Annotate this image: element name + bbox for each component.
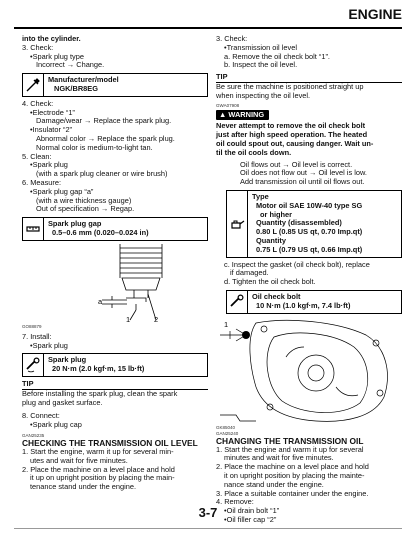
step-3-note: Incorrect → Change. [36,60,105,70]
change-step-2-line-2: it on upright position by placing the mainte- [224,470,365,480]
warning-line-4: til the oil cools down. [216,147,292,157]
right-section-code: GAN25240 [216,430,239,436]
manufacturer-value: NGK/BR8EG [54,83,98,93]
right-tip-heading: TIP [216,73,402,83]
step-6-item: •Spark plug gap “a” [30,186,94,196]
change-step-3: 3. Place a suitable container under the engine. [216,488,369,498]
change-step-4-filler-cap: •Oil filler cap “2” [224,514,277,524]
step-4-normal-color: Normal color is medium-to-light tan. [36,142,153,152]
engine-case-figure [216,317,402,425]
engine-figure-label-1: 1 [224,319,229,329]
section-title-checking-oil: CHECKING THE TRANSMISSION OIL LEVEL [22,437,198,448]
step-6-note: (with a wire thickness gauge) [36,195,132,205]
step-8-item: •Spark plug cap [30,420,82,430]
change-step-2-line-1: 2. Place the machine on a level place and hold [216,462,369,472]
step-4-title: 4. Check: [22,98,54,108]
oil-flow-add: Add transmission oil until oil flows out. [240,177,365,187]
check-step-1-line-1: 1. Start the engine, warm it up for several min- [22,446,174,456]
right-step-3-item: •Transmission oil level [224,42,297,52]
check-step-1-line-2: utes and wait for five minutes. [30,455,128,465]
check-step-2-line-1: 2. Place the machine on a level place and hold [22,464,175,474]
step-4-electrode: •Electrode “1” [30,107,75,117]
section-title-changing-oil: CHANGING THE TRANSMISSION OIL [216,435,364,446]
oil-type-label: Type [252,191,269,201]
right-column [216,35,402,525]
check-step-2-line-2: it up on upright position by placing the main- [30,473,175,483]
right-step-3c-line-2: if damaged. [230,268,269,278]
gap-label: Spark plug gap [48,219,102,229]
engine-figure-code: GK85040 [216,424,236,430]
figure-code: GO88879 [22,323,42,329]
page-header-title: ENGINE [348,6,402,22]
warning-label: WARNING [228,109,265,119]
spec-box-bolt [226,290,402,314]
footer-rule [14,528,402,529]
warning-code: GWA07908 [216,102,240,108]
warning-line-3: oil could spout out, causing danger. Wait un- [216,138,374,148]
tip-heading: TIP [22,380,208,390]
step-3-item: •Spark plug type [30,51,84,61]
right-step-3c-line-1: c. Inspect the gasket (oil check bolt), replace [224,259,370,269]
step-4-insulator: •Insulator “2” [30,125,73,135]
change-step-1-line-1: 1. Start the engine and warm it up for several [216,444,364,454]
step-7-item: •Spark plug [30,340,68,350]
warning-line-2: just after high speed operation. The heated [216,130,368,140]
figure-label-a: a [98,296,103,306]
warning-line-1: Never attempt to remove the oil check bolt [216,121,366,131]
tip-text-line-1: Before installing the spark plug, clean the spark [22,388,178,398]
spark-plug-figure [22,244,208,322]
section-code: GAN25235 [22,432,45,438]
spec-box-manufacturer [22,73,208,97]
oil-flow-correct: Oil flows out → Oil level is correct. [240,159,353,169]
torque-wrench-icon [23,354,44,376]
step-8-title: 8. Connect: [22,411,60,421]
manufacturer-label: Manufacturer/model [48,75,119,85]
spec-box-torque [22,353,208,377]
spec-box-gap [22,217,208,241]
step-4-insulator-note: Abnormal color → Replace the spark plug. [36,133,175,143]
bolt-torque-icon [227,291,248,313]
torque-label: Spark plug [48,355,87,365]
page-number: 3-7 [198,505,218,520]
bolt-label: Oil check bolt [252,291,301,301]
warning-badge [216,110,269,121]
step-3-title: 3. Check: [22,42,54,52]
step-6-spec: Out of specification → Regap. [36,204,135,214]
check-step-2-line-3: tenance stand under the engine. [30,482,137,492]
step-5-note: (with a spark plug cleaner or wire brush) [36,169,168,179]
oil-can-icon [227,191,248,257]
figure-label-1: 1 [126,314,131,322]
oil-type-line-2: or higher [260,209,293,219]
right-step-3b: b. Inspect the oil level. [224,60,298,70]
change-step-1-line-2: minutes and wait for five minutes. [224,453,334,463]
left-column [22,35,208,492]
quantity-disassembled-value: 0.80 L (0.85 US qt, 0.70 Imp.qt) [256,227,363,237]
step-5-title: 5. Clean: [22,151,52,161]
right-step-3-title: 3. Check: [216,34,248,43]
spark-plug-icon [23,74,44,96]
bolt-value: 10 N·m (1.0 kgf·m, 7.4 lb·ft) [256,300,351,310]
right-tip-line-1: Be sure the machine is positioned straight up [216,81,364,91]
quantity-disassembled-label: Quantity (disassembled) [256,218,342,228]
quantity-value: 0.75 L (0.79 US qt, 0.66 Imp.qt) [256,244,363,254]
change-step-2-line-3: nance stand under the engine. [224,479,324,489]
step-5-item: •Spark plug [30,160,68,170]
torque-value: 20 N·m (2.0 kgf·m, 15 lb·ft) [52,364,145,374]
gauge-icon [23,218,44,240]
quantity-label: Quantity [256,235,286,245]
spark-plug-illustration [22,244,208,322]
oil-type-line-1: Motor oil SAE 10W-40 type SG [256,200,363,210]
tip-text-line-2: plug and gasket surface. [22,397,103,407]
figure-label-2: 2 [154,314,159,322]
right-tip-line-2: when inspecting the oil level. [216,90,311,100]
step-7-title: 7. Install: [22,331,52,341]
intro-text: into the cylinder. [22,34,81,43]
right-step-3d: d. Tighten the oil check bolt. [224,277,316,287]
gap-value: 0.5–0.6 mm (0.020–0.024 in) [52,227,149,237]
oil-flow-low: Oil does not flow out → Oil level is low. [240,168,367,178]
step-6-title: 6. Measure: [22,177,62,187]
change-step-4-title: 4. Remove: [216,497,254,507]
step-4-electrode-note: Damage/wear → Replace the spark plug. [36,116,172,126]
header-rule [14,27,402,29]
change-step-4-drain-bolt: •Oil drain bolt “1” [224,506,280,516]
warning-triangle-icon: ▲ [219,109,229,119]
engine-case-illustration [216,317,402,425]
right-step-3a: a. Remove the oil check bolt “1”. [224,51,330,61]
spec-box-oil [226,190,402,258]
